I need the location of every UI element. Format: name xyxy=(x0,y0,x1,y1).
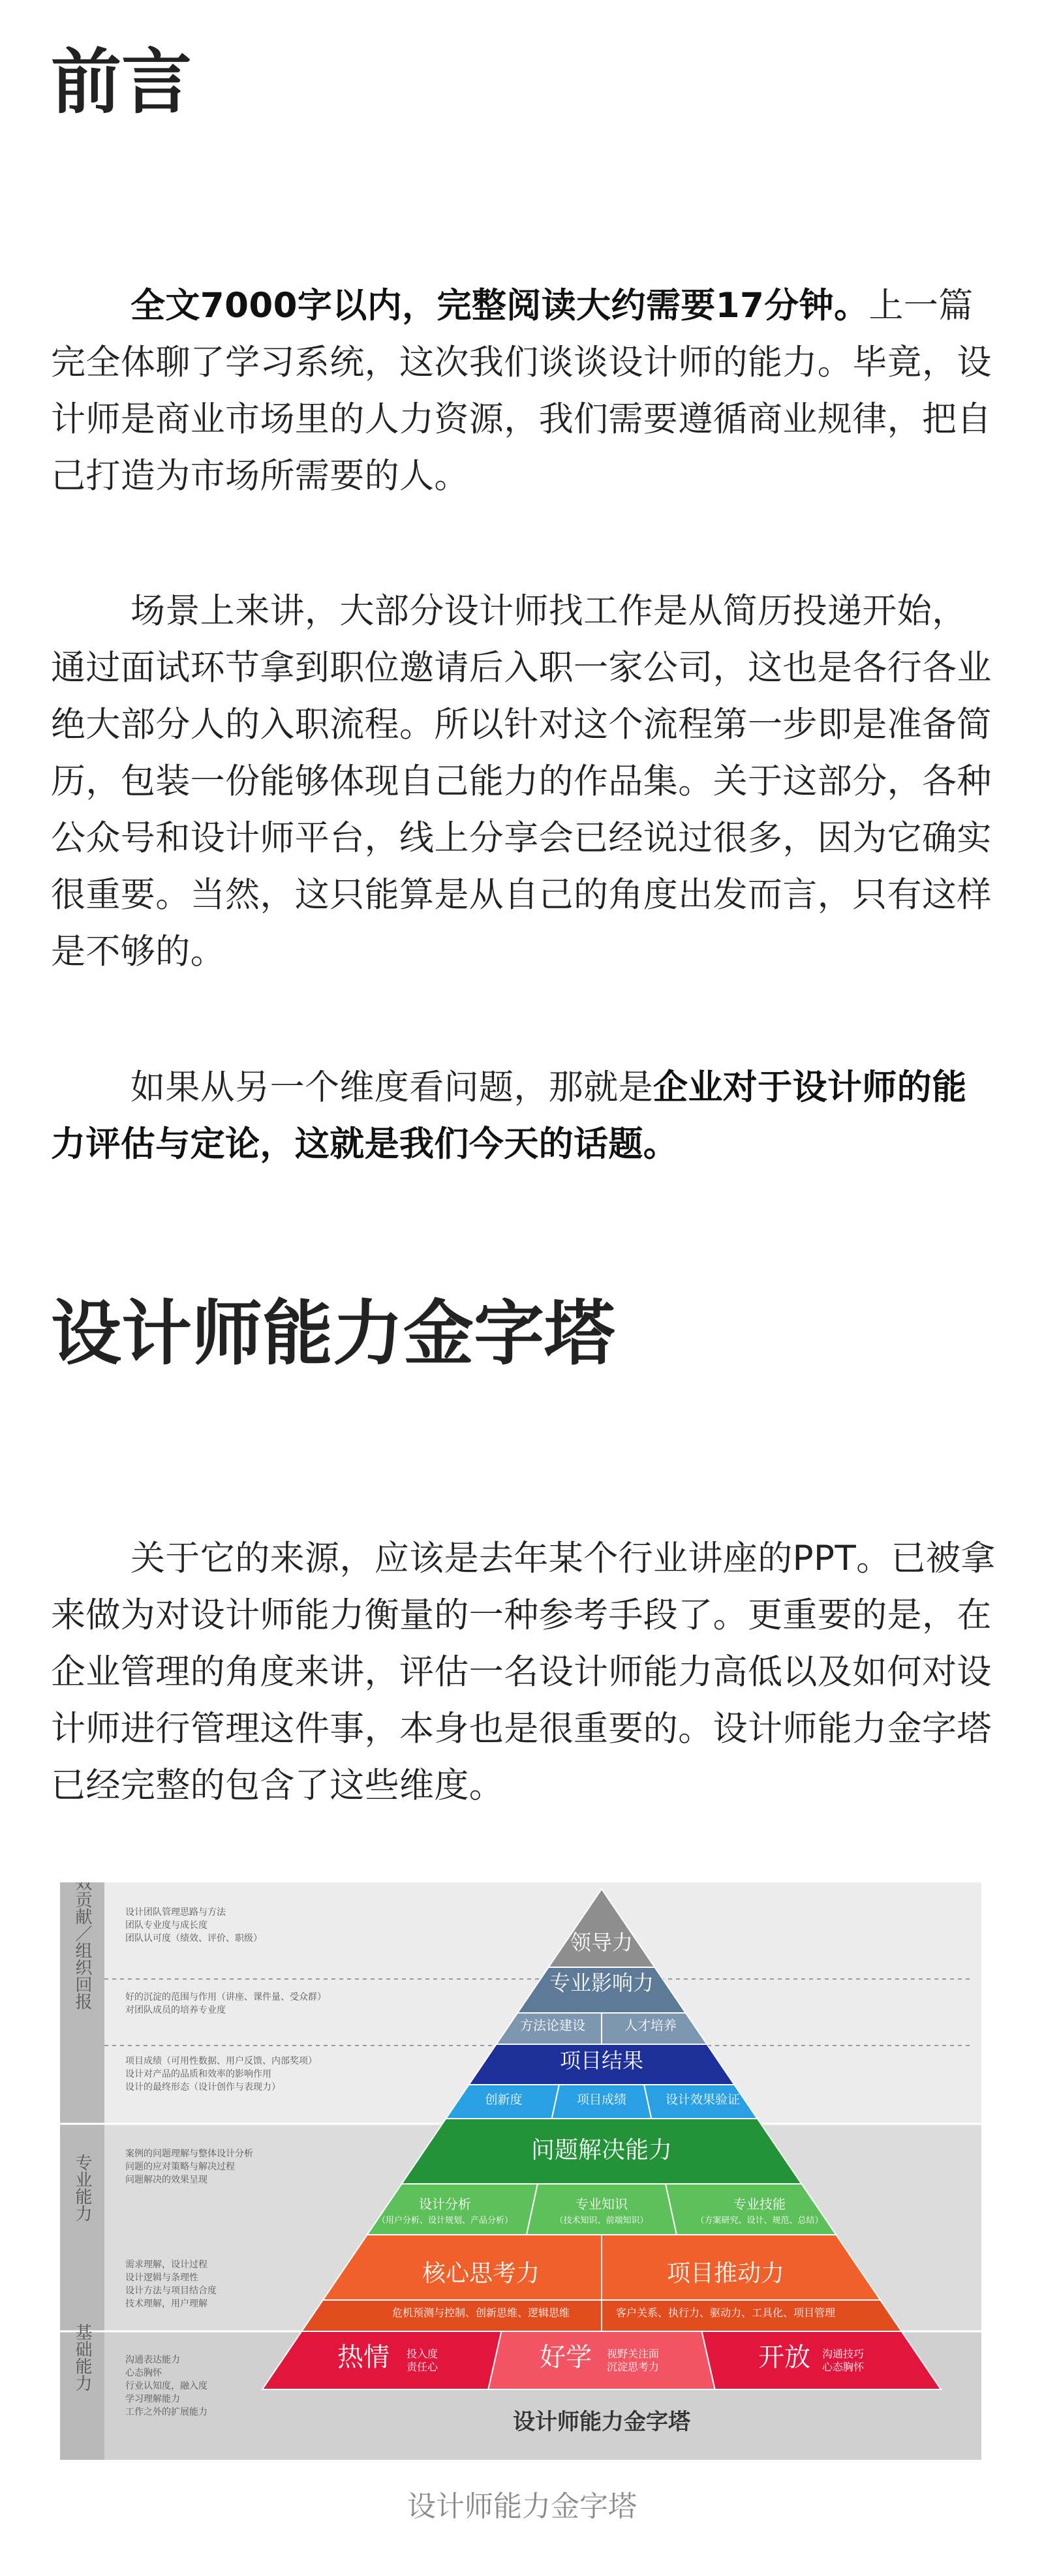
label-learning-sub2: 沉淀思考力 xyxy=(606,2361,660,2373)
note-4: 对团队成员的培养专业度 xyxy=(125,2005,226,2016)
note-0: 设计团队管理思路与方法 xyxy=(125,1907,226,1918)
note-9: 问题的应对策略与解决过程 xyxy=(125,2162,235,2172)
intro-text: 上一篇完全体聊了学习系统，这次我们谈谈设计师的能力。毕竟，设计师是商业市场里的人力资源，我们需要遵循商业规律，把自己打造为市场所需要的人。 xyxy=(51,286,992,496)
note-8: 案例的问题理解与整体设计分析 xyxy=(125,2149,253,2159)
band-label-professional: 专业能力 xyxy=(72,2154,92,2222)
section-title-preface: 前言 xyxy=(51,42,192,123)
pyramid-title: 设计师能力金字塔 xyxy=(513,2409,690,2435)
section-title-pyramid: 设计师能力金字塔 xyxy=(51,1293,615,1375)
label-influence: 专业影响力 xyxy=(549,1970,654,1995)
label-drive: 项目推动力 xyxy=(666,2260,785,2287)
note-2: 团队认可度（绩效、评价、职级） xyxy=(125,1933,262,1944)
note-12: 设计逻辑与条理性 xyxy=(125,2273,198,2283)
label-drive-sub: 客户关系、执行力、驱动力、工具化、项目管理 xyxy=(615,2307,836,2319)
label-passion-sub1: 投入度 xyxy=(406,2348,438,2360)
note-15: 沟通表达能力 xyxy=(125,2355,180,2365)
scenario-paragraph: 场景上来讲，大部分设计师找工作是从简历投递开始，通过面试环节拿到职位邀请后入职一家公司，这也是各行各业绝大部分人的入职流程。所以针对这个流程第一步即是准备简历，包装一份能够体现自己能力的作品集。关于这部分，各种公众号和设计师平台，线上分享会已经说过很多，因为它确实很重要。当然，这只能算是从自己的角度出发而言，只有这样是不够的。 xyxy=(51,591,992,972)
label-knowledge: 专业知识 xyxy=(576,2196,628,2212)
label-open: 开放 xyxy=(758,2342,810,2372)
label-innovation: 创新度 xyxy=(485,2093,523,2107)
layer-open xyxy=(702,2331,941,2389)
label-skills-sub: （方案研究、设计、规范、总结） xyxy=(696,2216,823,2226)
label-analysis-sub: （用户分析、设计规划、产品分析） xyxy=(376,2216,514,2226)
note-16: 心态胸怀 xyxy=(125,2368,162,2378)
label-analysis: 设计分析 xyxy=(419,2196,471,2212)
note-5: 项目成绩（可用性数据、用户反馈、内部奖项） xyxy=(125,2056,317,2066)
label-leadership: 领导力 xyxy=(570,1930,634,1955)
label-passion: 热情 xyxy=(337,2342,390,2372)
topic-text: 如果从另一个维度看问题，那就是 xyxy=(130,1067,653,1107)
note-19: 工作之外的扩展能力 xyxy=(125,2407,207,2417)
pyramid-figure xyxy=(60,1882,981,2460)
label-knowledge-sub: （技术知识、前端知识） xyxy=(555,2216,649,2226)
topic-paragraph xyxy=(51,1059,996,1173)
label-learning-sub1: 视野关注面 xyxy=(606,2348,660,2360)
label-validation: 设计效果验证 xyxy=(665,2093,741,2107)
note-14: 技术理解，用户理解 xyxy=(125,2299,207,2309)
note-10: 问题解决的效果呈现 xyxy=(125,2175,207,2185)
note-1: 团队专业度与成长度 xyxy=(125,1920,207,1931)
layer-learning xyxy=(488,2331,714,2389)
note-3: 好的沉淀的范围与作用（讲座、课件量、受众群） xyxy=(125,1992,326,2002)
label-learning: 好学 xyxy=(540,2342,592,2372)
source-paragraph: 关于它的来源，应该是去年某个行业讲座的PPT。已被拿来做为对设计师能力衡量的一种参考手段了。更重要的是，在企业管理的角度来讲，评估一名设计师能力高低以及如何对设计师进行管理这件事，本身也是很重要的。设计师能力金字塔已经完整的包含了这些维度。 xyxy=(51,1539,996,1805)
label-results: 项目结果 xyxy=(559,2048,644,2073)
figure-caption: 设计师能力金字塔 xyxy=(407,2490,637,2523)
label-open-sub2: 心态胸怀 xyxy=(821,2361,865,2373)
note-17: 行业认知度，融入度 xyxy=(125,2381,207,2391)
label-method: 方法论建设 xyxy=(520,2017,585,2033)
note-11: 需求理解，设计过程 xyxy=(125,2260,207,2270)
note-7: 设计的最终形态（设计创作与表现力） xyxy=(125,2082,281,2093)
label-passion-sub2: 责任心 xyxy=(406,2361,438,2373)
label-problem-solving: 问题解决能力 xyxy=(530,2137,673,2164)
topic-highlight: 企业对于设计师的能力评估与定论，这就是我们今天的话题。 xyxy=(51,1067,967,1164)
label-skills: 专业技能 xyxy=(733,2196,786,2212)
label-achievement: 项目成绩 xyxy=(576,2093,627,2107)
label-thinking-sub: 危机预测与控制、创新思维、逻辑思维 xyxy=(392,2307,570,2319)
reading-time-note: 全文7000字以内，完整阅读大约需要17分钟。 xyxy=(130,286,869,326)
label-open-sub1: 沟通技巧 xyxy=(821,2348,865,2360)
label-core-thinking: 核心思考力 xyxy=(422,2260,540,2287)
label-talent: 人才培养 xyxy=(624,2017,677,2033)
note-6: 设计对产品的品质和效率的影响作用 xyxy=(125,2069,271,2079)
note-18: 学习理解能力 xyxy=(125,2394,180,2404)
intro-paragraph xyxy=(51,277,996,504)
note-13: 设计方法与项目结合度 xyxy=(125,2286,217,2296)
band-label-basic: 基础能力 xyxy=(72,2323,92,2391)
band-label-performance: 绩效贡献／组织回报 xyxy=(72,1882,92,2010)
pyramid-diagram xyxy=(60,1882,981,2460)
